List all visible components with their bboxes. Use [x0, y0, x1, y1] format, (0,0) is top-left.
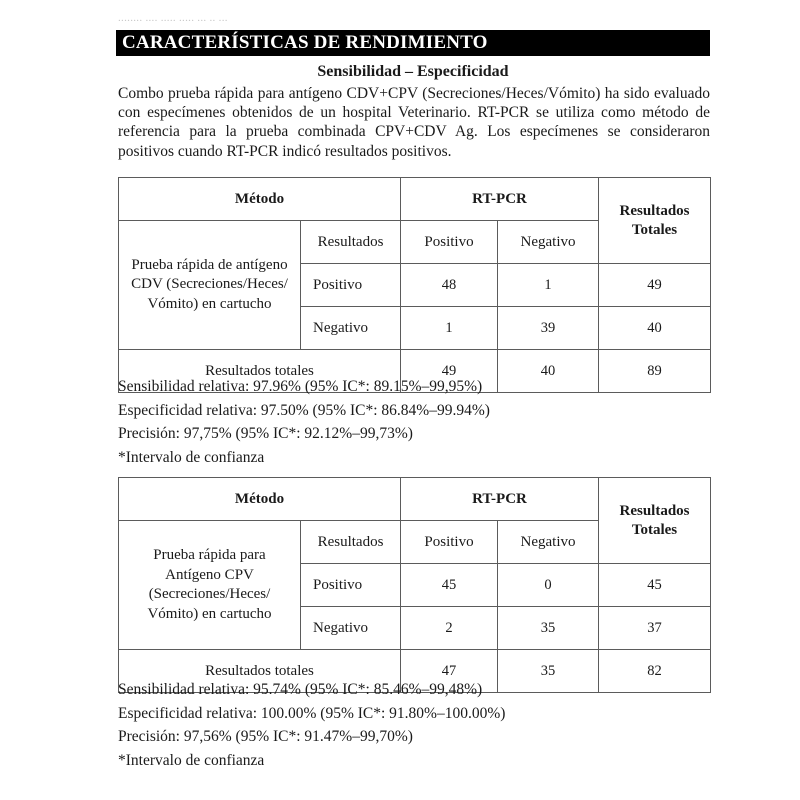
cell-true-positive: 45 — [401, 564, 498, 607]
row-label-negative: Negativo — [301, 607, 401, 650]
stat-sensitivity: Sensibilidad relativa: 97.96% (95% IC*: 89.15%–99,95%) — [118, 378, 483, 395]
cell-total-positive: 49 — [401, 350, 498, 393]
stat-precision: Precisión: 97,75% (95% IC*: 92.12%–99,73%) — [118, 425, 413, 442]
cell-total-positive: 47 — [401, 650, 498, 693]
subheader-negative: Negativo — [498, 221, 599, 264]
intro-paragraph: Combo prueba rápida para antígeno CDV+CPV (Secreciones/Heces/Vómito) ha sido evaluado con especímenes obtenidos de un hospital Veterinario. RT-PCR se utiliza como método de referencia para la prueba combinada CPV+CDV Ag. Los especímenes se consideraron positivos cuando RT-PCR indicó resultados positivos. — [118, 85, 710, 160]
cell-true-negative: 35 — [498, 607, 599, 650]
cell-total-negative: 40 — [498, 350, 599, 393]
table-header-row — [119, 178, 711, 221]
row-label-negative: Negativo — [301, 307, 401, 350]
stat-specificity: Especificidad relativa: 100.00% (95% IC*: 91.80%–100.00%) — [118, 704, 506, 722]
subheader-positive: Positivo — [401, 521, 498, 564]
header-rtpcr: RT-PCR — [401, 478, 599, 521]
subheader-positive: Positivo — [401, 221, 498, 264]
cell-grand-total: 89 — [599, 350, 711, 393]
cell-false-positive: 1 — [498, 264, 599, 307]
stats-block-cpv — [118, 678, 718, 772]
stat-specificity: Especificidad relativa: 97.50% (95% IC*: 86.84%–99.94%) — [118, 401, 490, 419]
cell-total-negative: 35 — [498, 650, 599, 693]
method-description-cdv: Prueba rápida de antígeno CDV (Secreciones/Heces/ Vómito) en cartucho — [119, 221, 301, 350]
stat-sensitivity: Sensibilidad relativa: 95.74% (95% IC*: 85.46%–99,48%) — [118, 681, 483, 698]
table-header-row — [119, 478, 711, 521]
cell-row-total-positive: 45 — [599, 564, 711, 607]
clipped-header-fragment: ........ .... ..... ..... ... .. ... — [118, 12, 228, 24]
performance-table-cpv — [118, 477, 711, 693]
header-method: Método — [119, 178, 401, 221]
cell-row-total-negative: 40 — [599, 307, 711, 350]
header-method: Método — [119, 478, 401, 521]
cell-false-positive: 0 — [498, 564, 599, 607]
subheader-negative: Negativo — [498, 521, 599, 564]
subheader-results: Resultados — [301, 521, 401, 564]
stat-precision: Precisión: 97,56% (95% IC*: 91.47%–99,70%) — [118, 728, 413, 745]
header-total-results: Resultados Totales — [599, 478, 711, 564]
totals-row-label: Resultados totales — [119, 650, 401, 693]
header-rtpcr: RT-PCR — [401, 178, 599, 221]
subheader-results: Resultados — [301, 221, 401, 264]
cell-false-negative: 1 — [401, 307, 498, 350]
performance-table-cdv — [118, 177, 711, 393]
row-label-positive: Positivo — [301, 564, 401, 607]
cell-true-positive: 48 — [401, 264, 498, 307]
header-total-results: Resultados Totales — [599, 178, 711, 264]
cell-row-total-negative: 37 — [599, 607, 711, 650]
section-subtitle: Sensibilidad – Especificidad — [317, 63, 509, 80]
method-description-cpv: Prueba rápida para Antígeno CPV (Secreciones/Heces/ Vómito) en cartucho — [119, 521, 301, 650]
stats-block-cdv — [118, 375, 718, 469]
cell-false-negative: 2 — [401, 607, 498, 650]
cell-row-total-positive: 49 — [599, 264, 711, 307]
row-label-positive: Positivo — [301, 264, 401, 307]
cell-true-negative: 39 — [498, 307, 599, 350]
section-header-banner: CARACTERÍSTICAS DE RENDIMIENTO — [116, 30, 710, 56]
stat-footnote: *Intervalo de confianza — [118, 448, 265, 466]
stat-footnote: *Intervalo de confianza — [118, 751, 265, 769]
cell-grand-total: 82 — [599, 650, 711, 693]
totals-row-label: Resultados totales — [119, 350, 401, 393]
